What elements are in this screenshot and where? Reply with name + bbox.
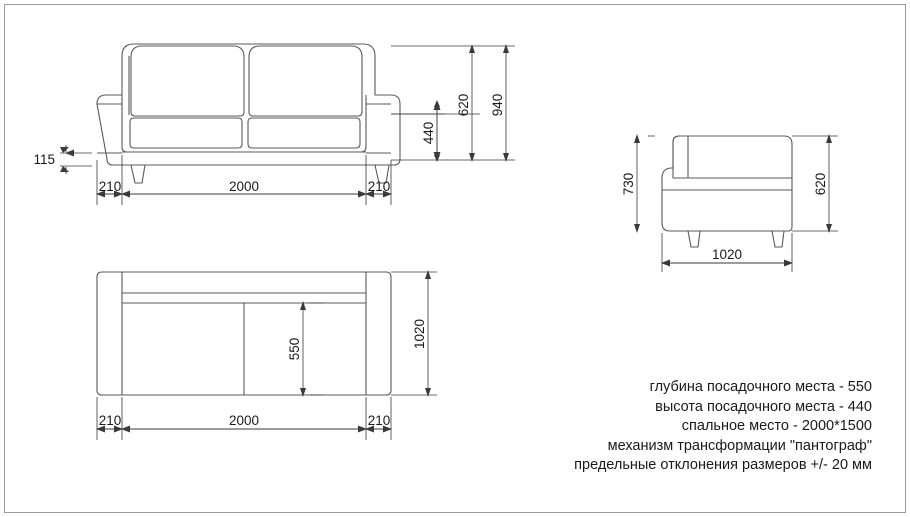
- spec-line-tolerance: предельные отклонения размеров +/- 20 мм: [574, 457, 872, 474]
- front-extension-lines: [97, 46, 515, 205]
- top-body-width-dim: 2000: [228, 413, 260, 428]
- side-extension-lines: [648, 136, 838, 272]
- front-back-height-dim: 620: [456, 93, 471, 117]
- front-seat-height-dim: 440: [421, 121, 436, 145]
- side-elevation-view: [662, 136, 792, 247]
- back-cushion-left-edge: [129, 56, 366, 115]
- top-arm-right-dim: 210: [367, 413, 391, 428]
- top-arm-left-dim: 210: [98, 413, 122, 428]
- spec-line-seat-depth: глубина посадочного места - 550: [649, 379, 872, 395]
- leg-front-left: [131, 165, 145, 183]
- leg-side-front: [772, 231, 784, 247]
- back-cushion-left: [131, 46, 244, 116]
- side-backrest: [673, 136, 688, 178]
- front-arm-right-dim: 210: [367, 179, 391, 194]
- right-arm-block-lines: [366, 104, 391, 153]
- front-leg-height-dimension: [33, 145, 92, 174]
- side-dimensions: [621, 134, 832, 263]
- top-seat-depth-dim: 550: [287, 337, 302, 361]
- back-cushion-right: [249, 46, 362, 116]
- front-vertical-dimensions: [391, 44, 509, 162]
- sofa-side-outline: [662, 136, 792, 231]
- front-leg-height-dim: 115: [33, 152, 55, 167]
- specification-list: [574, 378, 872, 476]
- side-back-height-dim: 730: [621, 172, 636, 196]
- seat-cushion-left: [130, 118, 242, 148]
- front-elevation-view: [97, 44, 400, 183]
- top-overall-depth-dim: 1020: [412, 318, 427, 350]
- front-body-width-dim: 2000: [228, 179, 260, 194]
- side-overall-height-dim: 620: [813, 172, 828, 196]
- left-arm-block-lines: [97, 104, 122, 153]
- seat-cushion-right: [248, 118, 360, 148]
- spec-line-mechanism: механизм трансформации "пантограф": [607, 437, 872, 454]
- spec-line-sleeping-area: спальное место - 2000*1500: [681, 418, 872, 435]
- side-depth-dim: 1020: [711, 247, 743, 262]
- front-arm-left-dim: 210: [98, 179, 122, 194]
- front-overall-height-dim: 940: [490, 93, 505, 117]
- front-horizontal-dimensions: [97, 179, 391, 194]
- spec-line-seat-height: высота посадочного места - 440: [655, 398, 872, 415]
- left-arm-inner-line: [122, 95, 127, 152]
- leg-side-back: [688, 231, 700, 247]
- top-dimensions: [97, 270, 431, 429]
- top-plan-view: [97, 272, 391, 395]
